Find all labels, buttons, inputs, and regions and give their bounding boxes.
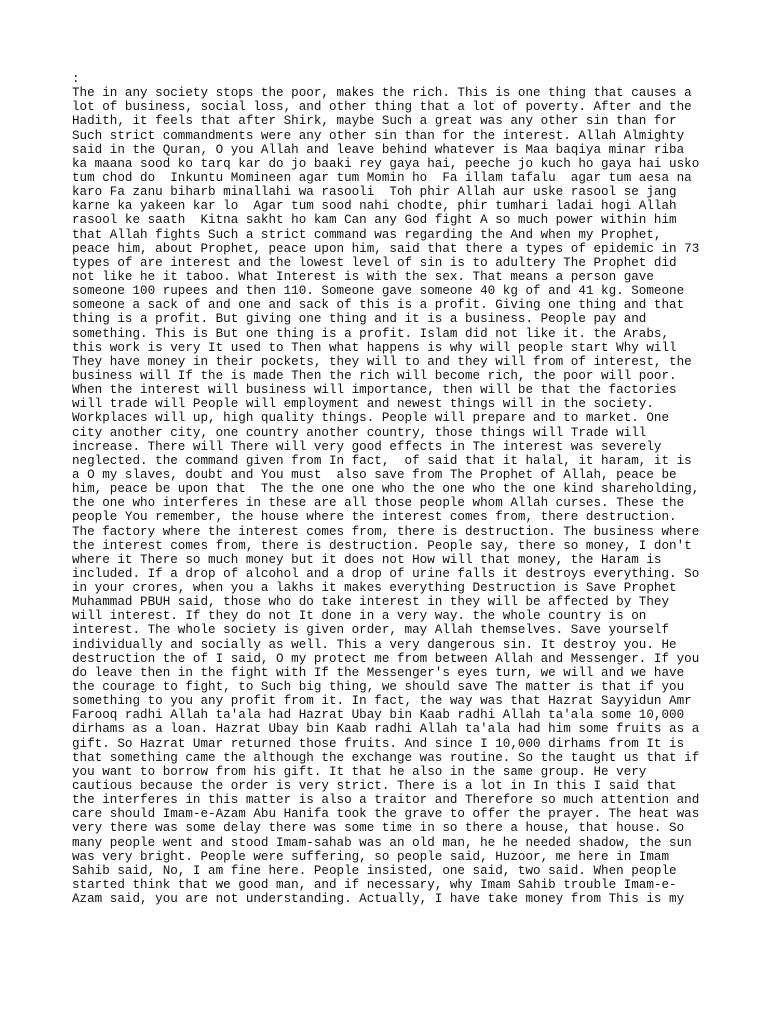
text-line: They have money in their pockets, they will to and they will from of interest, the bbox=[72, 354, 692, 369]
text-line: cautious because the order is very strict. There is a lot in In this I said that bbox=[72, 779, 677, 794]
text-line: included. If a drop of alcohol and a drop of urine falls it destroys everything. So bbox=[72, 566, 700, 581]
text-line: started think that we good man, and if necessary, why Imam Sahib trouble Imam-e- bbox=[72, 878, 677, 893]
text-line: someone 100 rupees and then 110. Someone gave someone 40 kg of and 41 kg. Someone bbox=[72, 284, 685, 299]
text-line: lot of business, social loss, and other thing that a lot of poverty. After and the bbox=[72, 100, 692, 115]
text-line: tum chod do Inkuntu Momineen agar tum Momin ho Fa illam tafalu agar tum aesa na bbox=[72, 170, 692, 185]
text-line: will interest. If they do not It done in a very way. the whole country is on bbox=[72, 609, 647, 624]
text-line: people You remember, the house where the interest comes from, there destruction. bbox=[72, 510, 677, 525]
text-line: you want to borrow from his gift. It that he also in the same group. He very bbox=[72, 764, 647, 779]
text-line: destruction the of I said, O my protect me from between Allah and Messenger. If you bbox=[72, 651, 700, 666]
text-line: many people went and stood Imam-sahab was an old man, he he needed shadow, the sun bbox=[72, 835, 692, 850]
text-line: in your crores, when you a lakhs it makes everything Destruction is Save Prophet bbox=[72, 581, 677, 596]
text-line: peace him, about Prophet, peace upon him, said that there a types of epidemic in 73 bbox=[72, 241, 700, 256]
text-line: the interest comes from, there is destruction. People say, there so money, I don't bbox=[72, 538, 692, 553]
text-line: Such strict commandments were any other sin than for the interest. Allah Almighty bbox=[72, 128, 685, 143]
text-line: that Allah fights Such a strict command was regarding the And when my Prophet, bbox=[72, 227, 662, 242]
text-line: will trade will People will employment and newest things will in the society. bbox=[72, 397, 654, 412]
text-line: was very bright. People were suffering, so people said, Huzoor, me here in Imam bbox=[72, 849, 670, 864]
text-line: city another city, one country another country, those things will Trade will bbox=[72, 425, 647, 440]
text-line: thing is a profit. But giving one thing and it is a business. People pay and bbox=[72, 312, 647, 327]
text-line: gift. So Hazrat Umar returned those fruits. And since I 10,000 dirhams from It is bbox=[72, 736, 685, 751]
text-line: the courage to fight, to Such big thing, we should save The matter is that if you bbox=[72, 680, 685, 695]
text-line: types of are interest and the lowest level of sin is to adultery The Prophet did bbox=[72, 255, 677, 270]
text-line: Farooq radhi Allah ta'ala had Hazrat Ubay bin Kaab radhi Allah ta'ala some 10,000 bbox=[72, 708, 685, 723]
text-line: not like he it taboo. What Interest is with the sex. That means a person gave bbox=[72, 269, 654, 284]
text-line: this work is very It used to Then what happens is why will people start Why will bbox=[72, 340, 677, 355]
text-line: Hadith, it feels that after Shirk, maybe Such a great was any other sin than for bbox=[72, 114, 677, 129]
text-line: increase. There will There will very good effects in The interest was severely bbox=[72, 439, 662, 454]
text-line: When the interest will business will importance, then will be that the factories bbox=[72, 383, 677, 398]
text-line: rasool ke saath Kitna sakht ho kam Can any God fight A so much power within him bbox=[72, 213, 677, 228]
text-line: that something came the although the exchange was routine. So the taught us that if bbox=[72, 750, 700, 765]
text-line: do leave then in the fight with If the Messenger's eyes turn, we will and we have bbox=[72, 665, 685, 680]
text-line: dirhams as a loan. Hazrat Ubay bin Kaab radhi Allah ta'ala had him some fruits as a bbox=[72, 722, 700, 737]
text-line: individually and socially as well. This a very dangerous sin. It destroy you. He bbox=[72, 637, 677, 652]
text-line: ka maana sood ko tarq kar do jo baaki rey gaya hai, peeche jo kuch ho gaya hai usko bbox=[72, 156, 700, 171]
text-line: the interferes in this matter is also a traitor and Therefore so much attention and bbox=[72, 793, 700, 808]
text-line: Sahib said, No, I am fine here. People insisted, one said, two said. When people bbox=[72, 863, 677, 878]
text-line: The in any society stops the poor, makes the rich. This is one thing that causes a bbox=[72, 86, 692, 101]
text-line: neglected. the command given from In fact, of said that it halal, it haram, it is bbox=[72, 453, 692, 468]
text-line: karne ka yakeen kar lo Agar tum sood nahi chodte, phir tumhari ladai hogi Allah bbox=[72, 199, 677, 214]
text-line: him, peace be upon that The the one one who the one who the one kind shareholding, bbox=[72, 482, 700, 497]
text-line: care should Imam-e-Azam Abu Hanifa took the grave to offer the prayer. The heat was bbox=[72, 807, 700, 822]
text-line: Workplaces will up, high quality things. People will prepare and to market. One bbox=[72, 411, 670, 426]
text-line: something to you any profit from it. In fact, the way was that Hazrat Sayyidun Amr bbox=[72, 694, 692, 709]
text-line: where it There so much money but it does not How will that money, the Haram is bbox=[72, 552, 662, 567]
text-line: Azam said, you are not understanding. Actually, I have take money from This is my bbox=[72, 892, 685, 907]
text-line: very there was some delay there was some time in so there a house, that house. So bbox=[72, 821, 685, 836]
text-line: : bbox=[72, 72, 80, 86]
text-line: someone a sack of and one and sack of this is a profit. Giving one thing and that bbox=[72, 298, 685, 313]
document-body bbox=[72, 72, 702, 906]
text-line: karo Fa zanu biharb minallahi wa rasooli Toh phir Allah aur uske rasool se jang bbox=[72, 185, 677, 200]
text-line: a O my slaves, doubt and You must also save from The Prophet of Allah, peace be bbox=[72, 467, 677, 482]
text-line: The factory where the interest comes from, there is destruction. The business where bbox=[72, 524, 700, 539]
text-line: said in the Quran, O you Allah and leave behind whatever is Maa baqiya minar riba bbox=[72, 142, 685, 157]
text-line: something. This is But one thing is a profit. Islam did not like it. the Arabs, bbox=[72, 326, 670, 341]
text-line: Muhammad PBUH said, those who do take interest in they will be affected by They bbox=[72, 595, 670, 610]
text-line: interest. The whole society is given order, may Allah themselves. Save yourself bbox=[72, 623, 670, 638]
text-line: business will If the is made Then the rich will become rich, the poor will poor. bbox=[72, 368, 677, 383]
text-line: the one who interferes in these are all those people whom Allah curses. These the bbox=[72, 496, 685, 511]
